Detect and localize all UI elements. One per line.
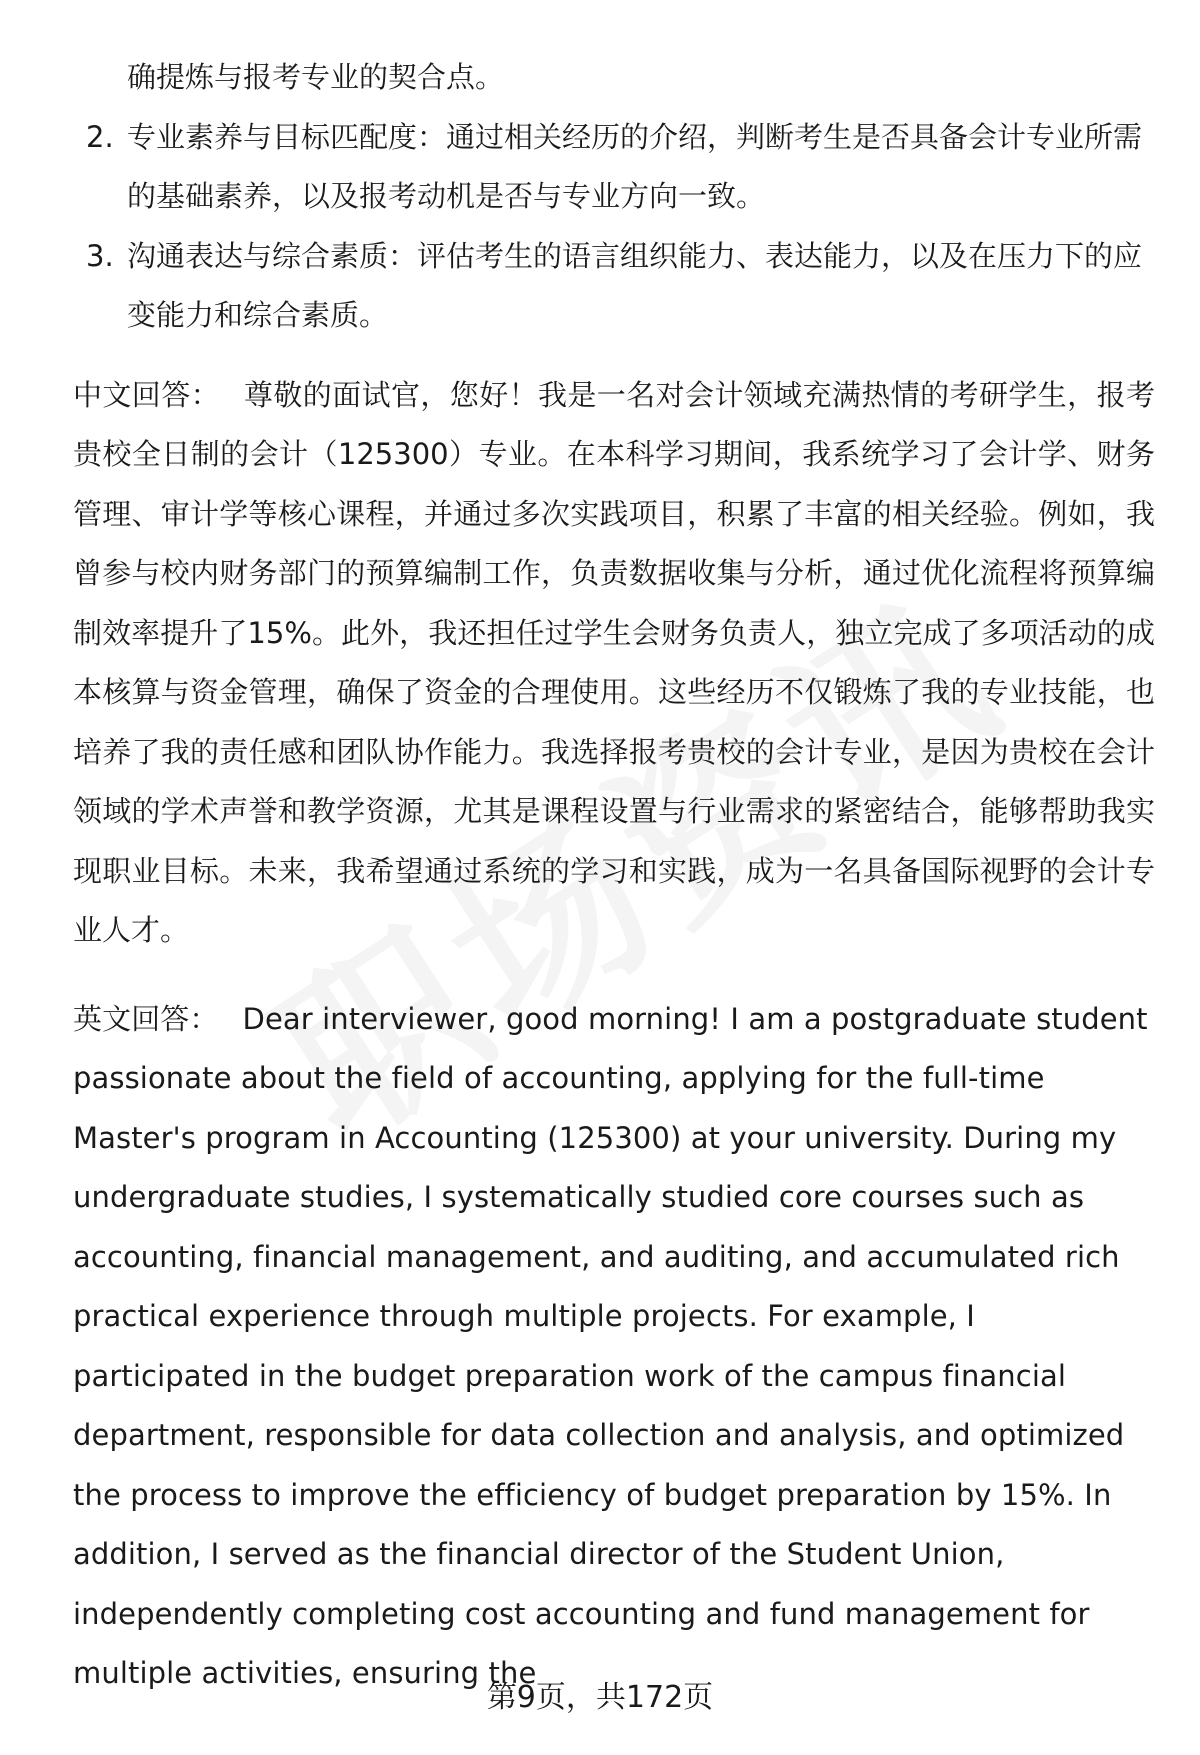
list-item-text: 专业素养与目标匹配度：通过相关经历的介绍，判断考生是否具备会计专业所需的基础素养，以及报考动机是否与专业方向一致。 xyxy=(127,119,1143,213)
chinese-answer-paragraph xyxy=(73,366,1155,961)
list-item xyxy=(73,227,1155,346)
list-item-text: 沟通表达与综合素质：评估考生的语言组织能力、表达能力，以及在压力下的应变能力和综合素质。 xyxy=(127,238,1143,332)
list-item-number: 2. xyxy=(86,119,114,154)
english-answer-paragraph xyxy=(73,990,1155,1704)
chinese-answer-text: 尊敬的面试官，您好！我是一名对会计领域充满热情的考研学生，报考贵校全日制的会计（125300）专业。在本科学习期间，我系统学习了会计学、财务管理、审计学等核心课程，并通过多次实践项目，积累了丰富的相关经验。例如，我曾参与校内财务部门的预算编制工作，负责数据收集与分析，通过优化流程将预算编制效率提升了15%。此外，我还担任过学生会财务负责人，独立完成了多项活动的成本核算与资金管理，确保了资金的合理使用。这些经历不仅锻炼了我的专业技能，也培养了我的责任感和团队协作能力。我选择报考贵校的会计专业，是因为贵校在会计领域的学术声誉和教学资源，尤其是课程设置与行业需求的紧密结合，能够帮助我实现职业目标。未来，我希望通过系统的学习和实践，成为一名具备国际视野的会计专业人才。 xyxy=(73,377,1155,947)
english-answer-label: 英文回答： xyxy=(73,1001,219,1036)
evaluation-points-list xyxy=(73,108,1155,346)
chinese-answer-label: 中文回答： xyxy=(73,377,220,412)
page-number: 第9页，共172页 xyxy=(486,1680,714,1715)
english-answer-text: Dear interviewer, good morning! I am a postgraduate student passionate about the field of accounting, applying for the full-time Master's program in Accounting (125300) at your university. During my undergraduate studies, I systematically studied core courses such as accounting, financial management, and auditing, and accumulated rich practical experience through multiple projects. For example, I participated in the budget preparation work of the campus financial department, responsible for data collection and analysis, and optimized the process to improve the efficiency of budget preparation by 15%. In addition, I served as the financial director of the Student Union, independently completing cost accounting and fund management for multiple activities, ensuring the xyxy=(73,1001,1148,1690)
list-item-number: 3. xyxy=(86,238,114,273)
continuation-line: 确提炼与报考专业的契合点。 xyxy=(127,60,505,94)
list-item xyxy=(73,108,1155,227)
page-content xyxy=(73,48,1155,1733)
